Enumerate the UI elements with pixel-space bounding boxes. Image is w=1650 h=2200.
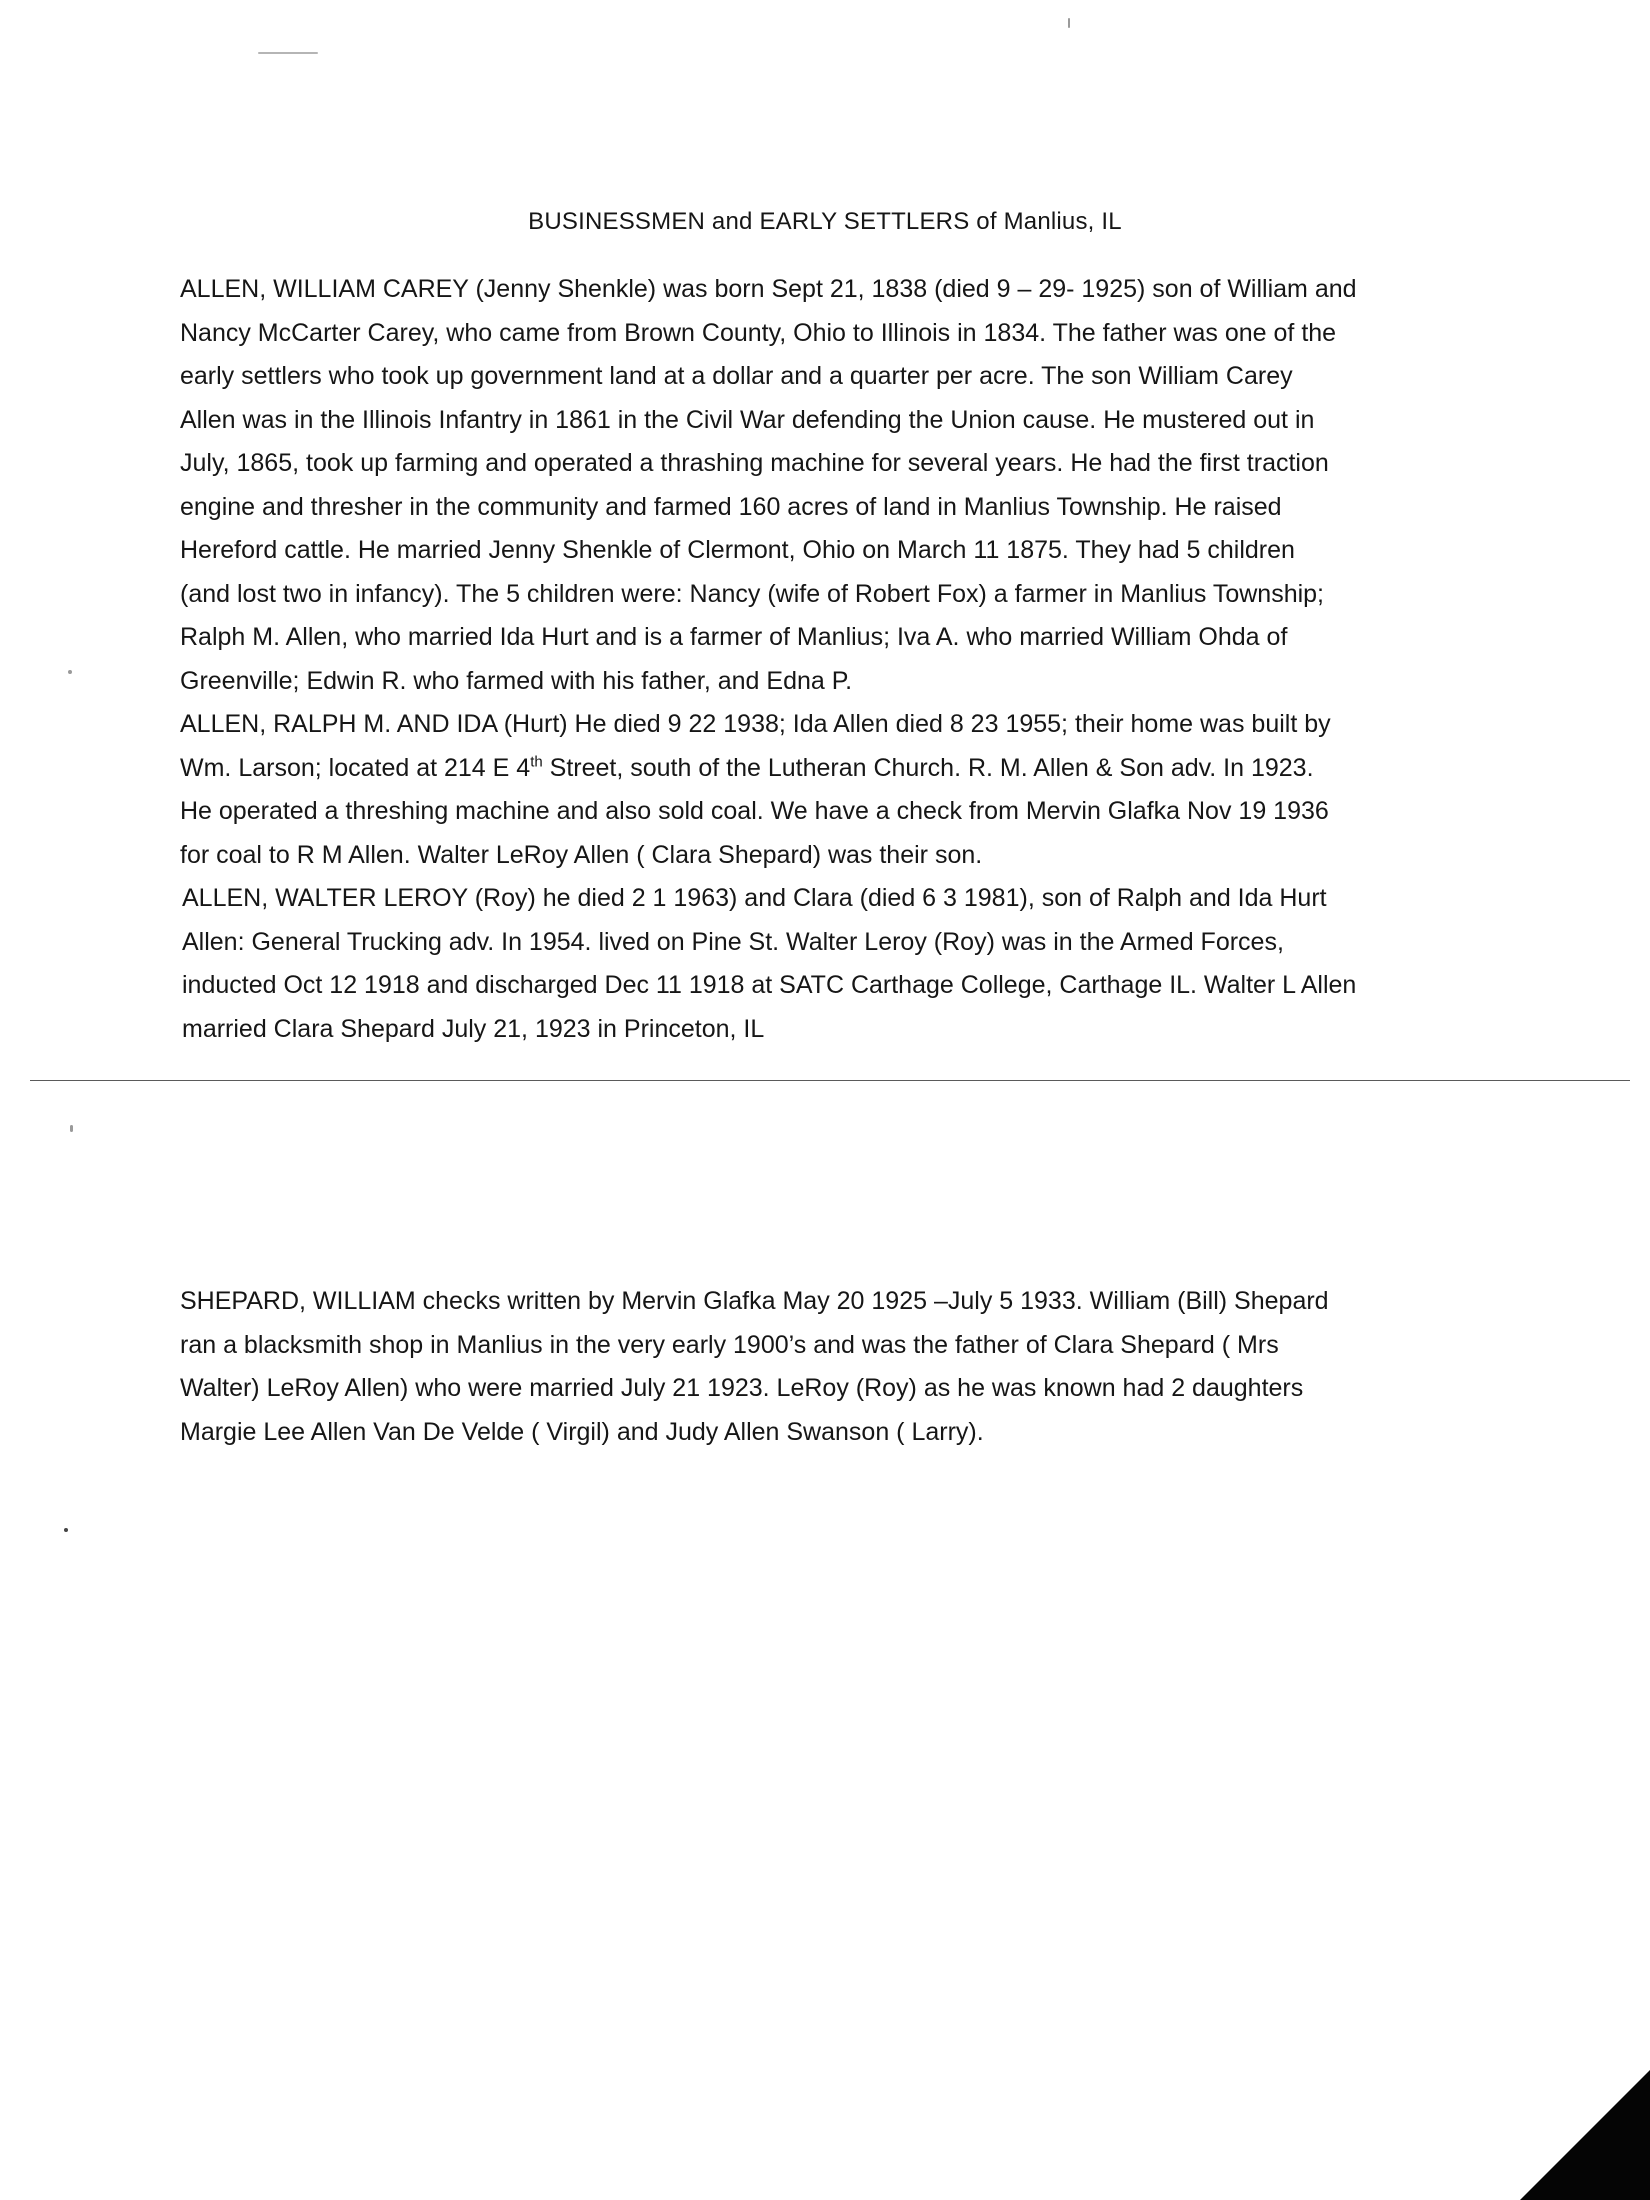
scan-speck — [68, 670, 72, 674]
scan-speck — [258, 52, 318, 54]
text-line: ran a blacksmith shop in Manlius in the very early 1900’s and was the father of Clara Shepard ( Mrs — [180, 1330, 1279, 1359]
text-line — [180, 747, 1331, 791]
entry-allen-william-carey — [180, 268, 1357, 703]
text-line: Allen was in the Illinois Infantry in 1861 in the Civil War defending the Union cause. He mustered out in — [180, 405, 1315, 434]
text-line: inducted Oct 12 1918 and discharged Dec 11 1918 at SATC Carthage College, Carthage IL. Walter L Allen — [182, 971, 1357, 999]
entry-allen-walter-leroy — [182, 877, 1356, 1051]
text-line: for coal to R M Allen. Walter LeRoy Allen ( Clara Shepard) was their son. — [180, 840, 983, 869]
scan-speck — [70, 1125, 73, 1132]
entry-shepard-william — [180, 1280, 1329, 1454]
text-line: ALLEN, RALPH M. AND IDA (Hurt) He died 9 22 1938; Ida Allen died 8 23 1955; their home was built by — [180, 710, 1331, 738]
horizontal-rule — [30, 1080, 1630, 1081]
scan-speck — [1068, 18, 1070, 28]
page-corner-fold — [1520, 2070, 1650, 2200]
ordinal-suffix: th — [530, 753, 543, 771]
text-line: married Clara Shepard July 21, 1923 in Princeton, IL — [182, 1014, 765, 1043]
text-line: ALLEN, WALTER LEROY (Roy) he died 2 1 1963) and Clara (died 6 3 1981), son of Ralph and Ida Hurt — [182, 884, 1327, 912]
text-line: (and lost two in infancy). The 5 children were: Nancy (wife of Robert Fox) a farmer in Manlius Township; — [180, 579, 1325, 608]
text-line: July, 1865, took up farming and operated a thrashing machine for several years. He had the first traction — [180, 449, 1329, 477]
text-line: He operated a threshing machine and also sold coal. We have a check from Mervin Glafka Nov 19 1936 — [180, 797, 1329, 825]
text-line: Walter) LeRoy Allen) who were married July 21 1923. LeRoy (Roy) as he was known had 2 daughters — [180, 1374, 1304, 1402]
text-line: ALLEN, WILLIAM CAREY (Jenny Shenkle) was born Sept 21, 1838 (died 9 – 29- 1925) son of William and — [180, 275, 1357, 303]
text-line: Ralph M. Allen, who married Ida Hurt and is a farmer of Manlius; Iva A. who married William Ohda of — [180, 623, 1288, 651]
document-title: BUSINESSMEN and EARLY SETTLERS of Manlius, IL — [528, 208, 1122, 235]
text-line: engine and thresher in the community and farmed 160 acres of land in Manlius Township. He raised — [180, 492, 1282, 521]
text-segment: Wm. Larson; located at 214 E 4 — [180, 753, 531, 782]
text-segment: Street, south of the Lutheran Church. R. M. Allen & Son adv. In 1923. — [542, 753, 1314, 782]
entry-allen-ralph-ida — [180, 703, 1331, 877]
text-line: Greenville; Edwin R. who farmed with his father, and Edna P. — [180, 666, 853, 695]
text-line: Hereford cattle. He married Jenny Shenkle of Clermont, Ohio on March 11 1875. They had 5 children — [180, 536, 1295, 564]
text-line: SHEPARD, WILLIAM checks written by Mervin Glafka May 20 1925 –July 5 1933. William (Bill) Shepard — [180, 1287, 1329, 1315]
text-line: Nancy McCarter Carey, who came from Brown County, Ohio to Illinois in 1834. The father was one of the — [180, 318, 1337, 347]
text-line: early settlers who took up government land at a dollar and a quarter per acre. The son William Carey — [180, 362, 1293, 390]
scan-speck — [64, 1528, 68, 1532]
text-line: Allen: General Trucking adv. In 1954. lived on Pine St. Walter Leroy (Roy) was in the Armed Forces, — [182, 927, 1284, 956]
text-line: Margie Lee Allen Van De Velde ( Virgil) and Judy Allen Swanson ( Larry). — [180, 1417, 984, 1446]
